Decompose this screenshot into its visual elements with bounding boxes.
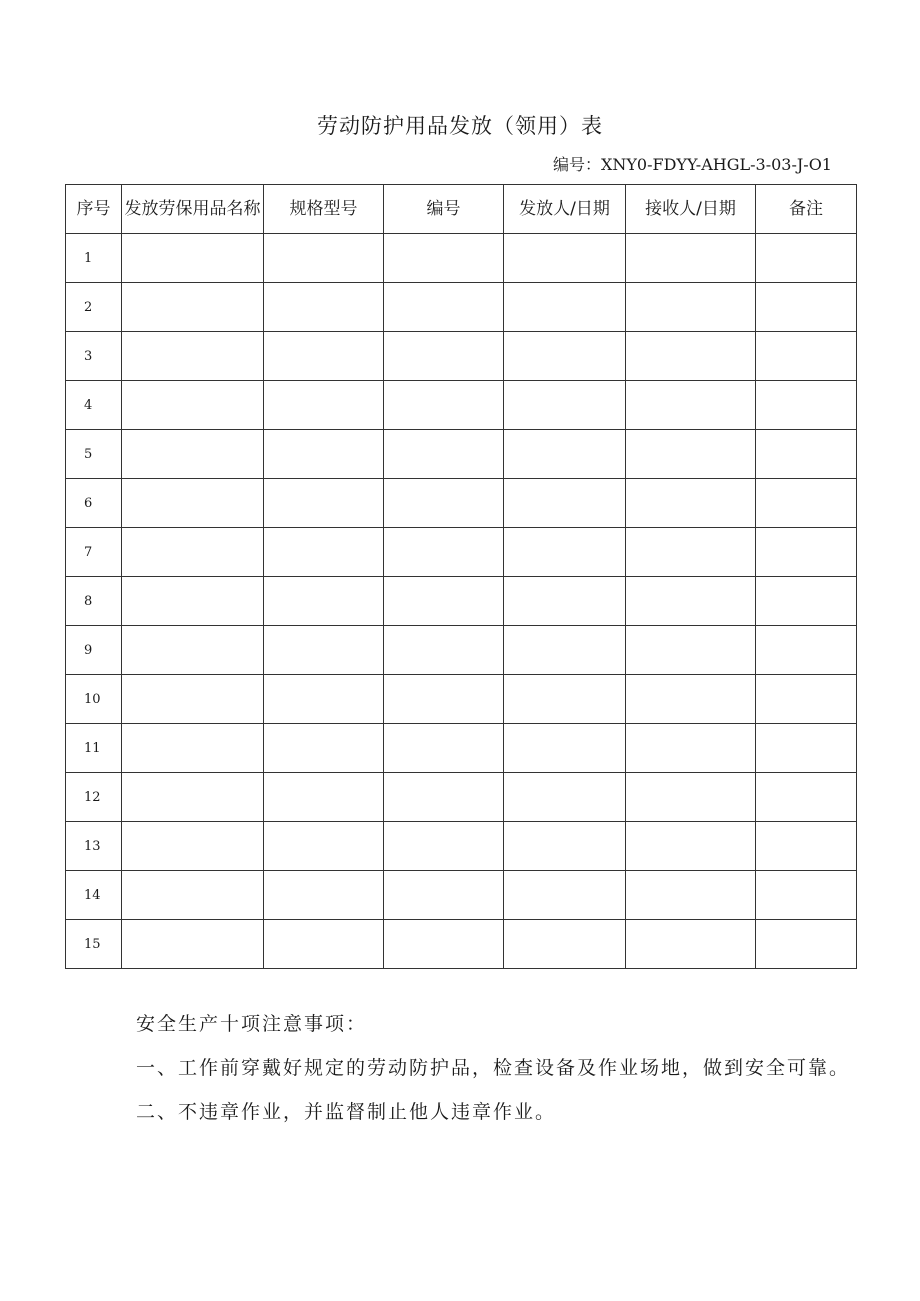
- note-item-1: 一、工作前穿戴好规定的劳动防护品，检查设备及作业场地，做到安全可靠。: [136, 1057, 851, 1079]
- header-receiver-date: 接收人/日期: [626, 185, 756, 234]
- row-number[interactable]: [384, 920, 504, 969]
- table-row: [66, 283, 857, 332]
- row-receiver-date[interactable]: [626, 675, 756, 724]
- row-number[interactable]: [384, 381, 504, 430]
- row-remarks[interactable]: [756, 724, 857, 773]
- table-row: [66, 773, 857, 822]
- row-index: 7: [66, 528, 122, 577]
- row-receiver-date[interactable]: [626, 920, 756, 969]
- table-row: [66, 528, 857, 577]
- row-number[interactable]: [384, 234, 504, 283]
- table-body: [66, 234, 857, 969]
- row-item-name[interactable]: [122, 675, 264, 724]
- row-spec[interactable]: [264, 577, 384, 626]
- row-issuer-date[interactable]: [504, 479, 626, 528]
- row-item-name[interactable]: [122, 430, 264, 479]
- row-remarks[interactable]: [756, 626, 857, 675]
- row-issuer-date[interactable]: [504, 332, 626, 381]
- row-spec[interactable]: [264, 479, 384, 528]
- row-issuer-date[interactable]: [504, 773, 626, 822]
- row-remarks[interactable]: [756, 283, 857, 332]
- row-receiver-date[interactable]: [626, 479, 756, 528]
- header-index: 序号: [66, 185, 122, 234]
- row-spec[interactable]: [264, 528, 384, 577]
- row-spec[interactable]: [264, 430, 384, 479]
- row-item-name[interactable]: [122, 234, 264, 283]
- row-index: 12: [66, 773, 122, 822]
- row-spec[interactable]: [264, 283, 384, 332]
- header-issuer-date: 发放人/日期: [504, 185, 626, 234]
- row-issuer-date[interactable]: [504, 626, 626, 675]
- row-item-name[interactable]: [122, 577, 264, 626]
- row-index: 3: [66, 332, 122, 381]
- row-index: 8: [66, 577, 122, 626]
- row-issuer-date[interactable]: [504, 234, 626, 283]
- row-issuer-date[interactable]: [504, 822, 626, 871]
- row-index: 6: [66, 479, 122, 528]
- note-item-2: 二、不违章作业，并监督制止他人违章作业。: [136, 1101, 557, 1123]
- row-index: 9: [66, 626, 122, 675]
- row-receiver-date[interactable]: [626, 381, 756, 430]
- row-spec[interactable]: [264, 332, 384, 381]
- header-item-name: 发放劳保用品名称: [122, 185, 264, 234]
- notes-heading: 安全生产十项注意事项：: [136, 1013, 368, 1035]
- row-remarks[interactable]: [756, 479, 857, 528]
- row-number[interactable]: [384, 430, 504, 479]
- row-index: 10: [66, 675, 122, 724]
- table-row: [66, 724, 857, 773]
- row-receiver-date[interactable]: [626, 626, 756, 675]
- row-issuer-date[interactable]: [504, 871, 626, 920]
- form-code: 编号：XNY0-FDYY-AHGL-3-03-J-O1: [552, 155, 832, 174]
- table-row: [66, 479, 857, 528]
- row-index: 15: [66, 920, 122, 969]
- row-number[interactable]: [384, 626, 504, 675]
- row-receiver-date[interactable]: [626, 577, 756, 626]
- row-spec[interactable]: [264, 626, 384, 675]
- row-issuer-date[interactable]: [504, 283, 626, 332]
- row-spec[interactable]: [264, 920, 384, 969]
- row-spec[interactable]: [264, 381, 384, 430]
- header-number: 编号: [384, 185, 504, 234]
- row-receiver-date[interactable]: [626, 430, 756, 479]
- row-index: 13: [66, 822, 122, 871]
- row-item-name[interactable]: [122, 381, 264, 430]
- row-number[interactable]: [384, 773, 504, 822]
- row-number[interactable]: [384, 283, 504, 332]
- row-issuer-date[interactable]: [504, 528, 626, 577]
- table-row: [66, 577, 857, 626]
- row-spec[interactable]: [264, 234, 384, 283]
- row-issuer-date[interactable]: [504, 920, 626, 969]
- row-item-name[interactable]: [122, 626, 264, 675]
- safety-notes: [82, 1002, 862, 1134]
- row-issuer-date[interactable]: [504, 430, 626, 479]
- table-row: [66, 381, 857, 430]
- row-issuer-date[interactable]: [504, 675, 626, 724]
- row-number[interactable]: [384, 724, 504, 773]
- row-number[interactable]: [384, 332, 504, 381]
- row-item-name[interactable]: [122, 283, 264, 332]
- row-receiver-date[interactable]: [626, 234, 756, 283]
- row-item-name[interactable]: [122, 871, 264, 920]
- row-remarks[interactable]: [756, 577, 857, 626]
- row-item-name[interactable]: [122, 822, 264, 871]
- row-item-name[interactable]: [122, 773, 264, 822]
- row-number[interactable]: [384, 528, 504, 577]
- row-item-name[interactable]: [122, 724, 264, 773]
- row-remarks[interactable]: [756, 871, 857, 920]
- table-row: [66, 332, 857, 381]
- row-index: 1: [66, 234, 122, 283]
- row-index: 14: [66, 871, 122, 920]
- row-remarks[interactable]: [756, 430, 857, 479]
- row-item-name[interactable]: [122, 332, 264, 381]
- row-item-name[interactable]: [122, 528, 264, 577]
- row-remarks[interactable]: [756, 773, 857, 822]
- row-remarks[interactable]: [756, 675, 857, 724]
- row-receiver-date[interactable]: [626, 724, 756, 773]
- row-item-name[interactable]: [122, 920, 264, 969]
- table-row: [66, 822, 857, 871]
- row-number[interactable]: [384, 479, 504, 528]
- table-row: [66, 675, 857, 724]
- row-remarks[interactable]: [756, 528, 857, 577]
- row-remarks[interactable]: [756, 920, 857, 969]
- row-remarks[interactable]: [756, 822, 857, 871]
- row-issuer-date[interactable]: [504, 381, 626, 430]
- row-receiver-date[interactable]: [626, 528, 756, 577]
- row-number[interactable]: [384, 822, 504, 871]
- distribution-table: [65, 184, 857, 969]
- row-index: 11: [66, 724, 122, 773]
- row-item-name[interactable]: [122, 479, 264, 528]
- row-spec[interactable]: [264, 675, 384, 724]
- table-row: [66, 430, 857, 479]
- row-remarks[interactable]: [756, 234, 857, 283]
- row-number[interactable]: [384, 577, 504, 626]
- row-spec[interactable]: [264, 822, 384, 871]
- row-number[interactable]: [384, 675, 504, 724]
- row-spec[interactable]: [264, 724, 384, 773]
- table-row: [66, 234, 857, 283]
- row-issuer-date[interactable]: [504, 577, 626, 626]
- header-spec: 规格型号: [264, 185, 384, 234]
- header-remarks: 备注: [756, 185, 857, 234]
- table-row: [66, 626, 857, 675]
- row-receiver-date[interactable]: [626, 332, 756, 381]
- page-title: 劳动防护用品发放（领用）表: [317, 114, 603, 138]
- table-header-row: [66, 185, 857, 234]
- table-row: [66, 920, 857, 969]
- row-remarks[interactable]: [756, 332, 857, 381]
- row-receiver-date[interactable]: [626, 871, 756, 920]
- row-remarks[interactable]: [756, 381, 857, 430]
- table-row: [66, 871, 857, 920]
- row-receiver-date[interactable]: [626, 283, 756, 332]
- row-index: 2: [66, 283, 122, 332]
- row-number[interactable]: [384, 871, 504, 920]
- row-spec[interactable]: [264, 773, 384, 822]
- row-index: 4: [66, 381, 122, 430]
- row-issuer-date[interactable]: [504, 724, 626, 773]
- row-spec[interactable]: [264, 871, 384, 920]
- row-index: 5: [66, 430, 122, 479]
- row-receiver-date[interactable]: [626, 822, 756, 871]
- row-receiver-date[interactable]: [626, 773, 756, 822]
